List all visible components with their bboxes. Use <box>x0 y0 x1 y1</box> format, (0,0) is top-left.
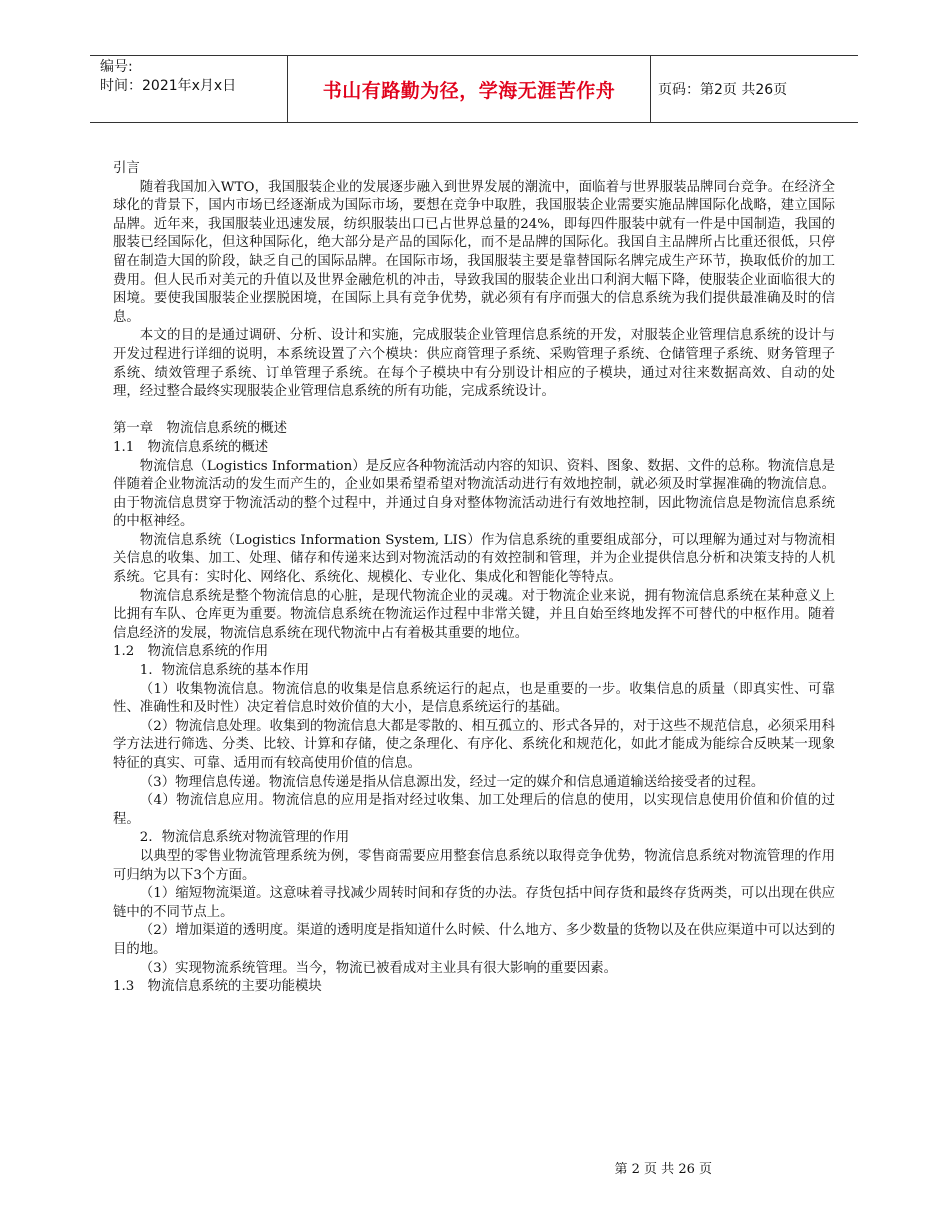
chapter-heading: 第一章 物流信息系统的概述 <box>113 421 288 437</box>
document-time-label: 时间：2021年x月x日 <box>100 78 237 94</box>
header-motto: 书山有路勤为径，学海无涯苦作舟 <box>322 79 616 102</box>
page-footer: 第 2 页 共 26 页 <box>614 1162 712 1177</box>
document-body <box>113 160 835 997</box>
list-item: （3）物理信息传递。物流信息传递是指从信息源出发，经过一定的媒介和信息通道输送给接受者的过程。 <box>139 774 765 790</box>
header-meta <box>100 58 290 96</box>
paragraph: 以典型的零售业物流管理系统为例，零售商需要应用整套信息系统以取得竞争优势，物流信息系统对物流管理的作用可归纳为以下3个方面。 <box>113 848 835 883</box>
list-item: （1）收集物流信息。物流信息的收集是信息系统运行的起点，也是重要的一步。收集信息的质量（即真实性、可靠性、准确性和及时性）决定着信息时效价值的大小，是信息系统运行的基础。 <box>113 681 835 716</box>
paragraph: 随着我国加入WTO，我国服装企业的发展逐步融入到世界发展的潮流中，面临着与世界服装品牌同台竞争。在经济全球化的背景下，国内市场已经逐渐成为国际市场，要想在竞争中取胜，我国服装企业需要实施品牌国际化战略，建立国际品牌。近年来，我国服装业迅速发展，纺织服装出口已占世界总量的24%，即每四件服装中就有一件是中国制造，我国的服装已经国际化，但这种国际化，绝大部分是产品的国际化，而不是品牌的国际化。我国自主品牌所占比重还很低，只停留在制造大国的阶段，缺乏自己的国际品牌。在国际市场，我国服装主要是靠替国际名牌完成生产环节，换取低价的加工费用。但人民币对美元的升值以及世界金融危机的冲击，导致我国的服装企业出口利润大幅下降，使服装企业面临很大的困境。要使我国服装企业摆脱困境，在国际上具有竞争优势，就必须有有序而强大的信息系统为我们提供最准确及时的信息。 <box>113 179 835 325</box>
spacer <box>113 402 835 421</box>
document-number-label: 编号: <box>100 59 133 75</box>
section-heading: 1.1 物流信息系统的概述 <box>113 439 269 455</box>
subsection-heading: 2．物流信息系统对物流管理的作用 <box>139 830 350 846</box>
list-item: （4）物流信息应用。物流信息的应用是指对经过收集、加工处理后的信息的使用，以实现信息使用价值和价值的过程。 <box>113 793 835 827</box>
paragraph: 物流信息系统是整个物流信息的心脏，是现代物流企业的灵魂。对于物流企业来说，拥有物流信息系统在某种意义上比拥有车队、仓库更为重要。物流信息系统在物流运作过程中非常关键，并且自始至终地发挥不可替代的中枢作用。随着信息经济的发展，物流信息系统在现代物流中占有着极其重要的地位。 <box>113 588 835 641</box>
header-divider <box>650 56 651 122</box>
header-page-info: 页码：第2页 共26页 <box>658 82 788 98</box>
list-item: （1）缩短物流渠道。这意味着寻找减少周转时间和存货的办法。存货包括中间存货和最终存货两类，可以出现在供应链中的不同节点上。 <box>113 886 835 920</box>
paragraph: 本文的目的是通过调研、分析、设计和实施，完成服装企业管理信息系统的开发，对服装企业管理信息系统的设计与开发过程进行详细的说明，本系统设置了六个模块：供应商管理子系统、采购管理子系统、仓储管理子系统、财务管理子系统、绩效管理子系统、订单管理子系统。在每个子模块中有分别设计相应的子模块，通过对往来数据高效、自动的处理，经过整合最终实现服装企业管理信息系统的所有功能，完成系统设计。 <box>113 328 835 400</box>
section-heading: 1.3 物流信息系统的主要功能模块 <box>113 979 322 995</box>
page-header <box>90 55 858 123</box>
subsection-heading: 1．物流信息系统的基本作用 <box>139 663 310 679</box>
section-heading: 1.2 物流信息系统的作用 <box>113 644 269 660</box>
paragraph: 物流信息系统（Logistics Information System, LIS）作为信息系统的重要组成部分，可以理解为通过对与物流相关信息的收集、加工、处理、储存和传递来达到对物流活动的有效控制和管理，并为企业提供信息分析和决策支持的人机系统。它具有：实时化、网络化、系统化、规模化、专业化、集成化和智能化等特点。 <box>113 532 835 586</box>
list-item: （2）物流信息处理。收集到的物流信息大都是零散的、相互孤立的、形式各异的，对于这些不规范信息，必须采用科学方法进行筛选、分类、比较、计算和存储，使之条理化、有序化、系统化和规范化，如此才能成为能综合反映某一现象特征的真实、可靠、适用而有较高使用价值的信息。 <box>113 718 835 771</box>
list-item: （3）实现物流系统管理。当今，物流已被看成对主业具有很大影响的重要因素。 <box>139 960 617 976</box>
intro-heading: 引言 <box>113 161 140 176</box>
paragraph: 物流信息（Logistics Information）是反应各种物流活动内容的知识、资料、图象、数据、文件的总称。物流信息是伴随着企业物流活动的发生而产生的，企业如果希望希望对物流活动进行有效地控制，就必须及时掌握准确的物流信息。由于物流信息贯穿于物流活动的整个过程中，并通过自身对整体物流活动进行有效地控制，因此物流信息是物流信息系统的中枢神经。 <box>113 458 835 530</box>
list-item: （2）增加渠道的透明度。渠道的透明度是指知道什么时候、什么地方、多少数量的货物以及在供应渠道中可以达到的目的地。 <box>113 923 835 957</box>
